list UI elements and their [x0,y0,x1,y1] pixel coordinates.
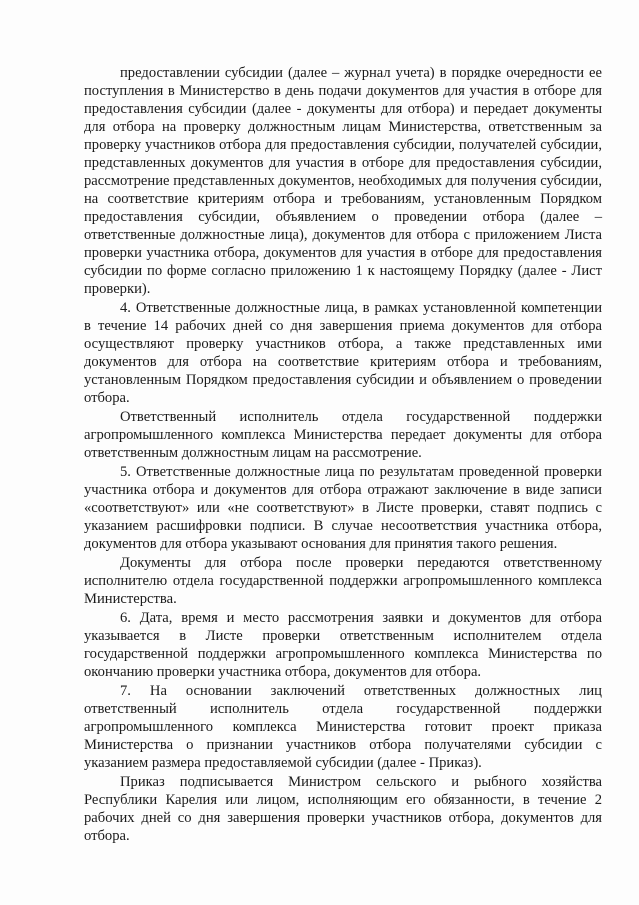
document-body [84,64,602,845]
paragraph-item-5: 5. Ответственные должностные лица по результатам проведенной проверки участника отбора и документов для отбора отражают заключение в виде записи «соответствуют» или «не соответствуют» в Листе проверки, ставят подпись с указанием расшифровки подписи. В случае несоответствия участника отбора, документов для отбора указывают основания для принятия такого решения. [84,464,602,552]
paragraph-documents-transfer: Документы для отбора после проверки передаются ответственному исполнителю отдела государственной поддержки агропромышленного комплекса Министерства. [84,555,602,607]
paragraph-order-signing: Приказ подписывается Министром сельского и рыбного хозяйства Республики Карелия или лицом, исполняющим его обязанности, в течение 2 рабочих дней со дня завершения проверки участников отбора, документов для отбора. [84,774,602,844]
paragraph-continuation: предоставлении субсидии (далее – журнал учета) в порядке очередности ее поступления в Министерство в день подачи документов для участия в отборе для предоставления субсидии (далее - документы для отбора) и передает документы для отбора на проверку должностным лицам Министерства, ответственным за проверку участников отбора для предоставления субсидии, получателей субсидии, представленных документов для участия в отборе для предоставления субсидии, рассмотрение представленных документов, необходимых для получения субсидии, на соответствие критериям отбора и требованиям, установленным Порядком предоставления субсидии, объявлением о проведении отбора (далее – ответственные должностные лица), документов для отбора с приложением Листа проверки участника отбора, документов для участия в отборе для предоставления субсидии по форме согласно приложению 1 к настоящему Порядку (далее - Лист проверки). [84,65,602,297]
paragraph-item-7: 7. На основании заключений ответственных должностных лиц ответственный исполнитель отдела государственной поддержки агропромышленного комплекса Министерства готовит проект приказа Министерства о признании участников отбора получателями субсидии с указанием размера предоставляемой субсидии (далее - Приказ). [84,683,602,771]
paragraph-item-6: 6. Дата, время и место рассмотрения заявки и документов для отбора указывается в Листе проверки ответственным исполнителем отдела государственной поддержки агропромышленного комплекса Министерства по окончанию проверки участника отбора, документов для отбора. [84,610,602,680]
paragraph-item-4: 4. Ответственные должностные лица, в рамках установленной компетенции в течение 14 рабочих дней со дня завершения приема документов для отбора осуществляют проверку участников отбора, а также представленных ими документов для отбора на соответствие критериям отбора и требованиям, установленным Порядком предоставления субсидии и объявлением о проведении отбора. [84,300,602,406]
paragraph-responsible-executor: Ответственный исполнитель отдела государственной поддержки агропромышленного комплекса Министерства передает документы для отбора ответственным должностным лицам на рассмотрение. [84,409,602,461]
